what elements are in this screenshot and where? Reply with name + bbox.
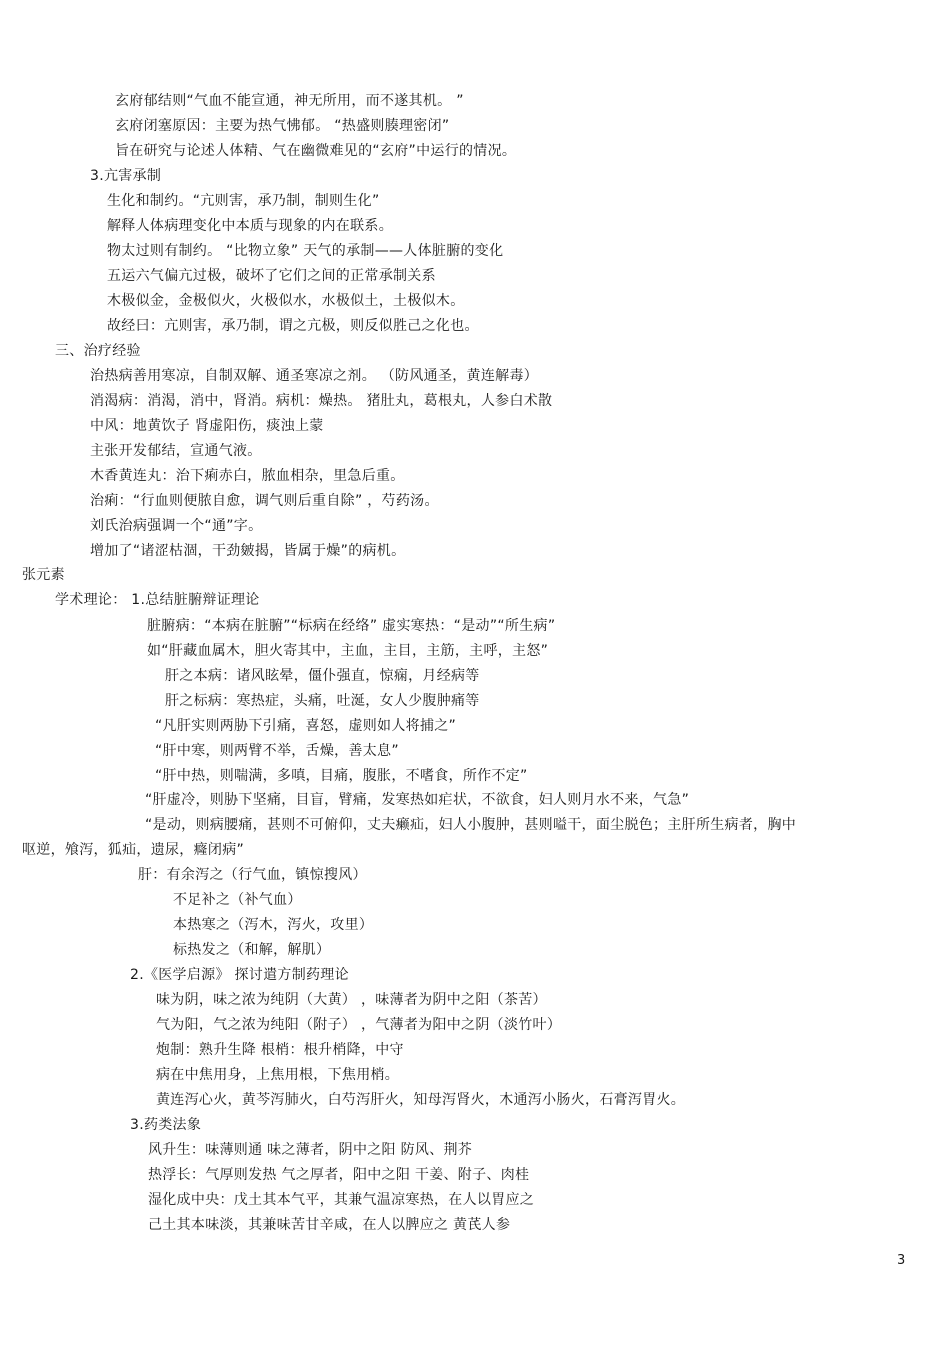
text-line: 炮制：熟升生降 根梢：根升梢降，中守 [156,1042,404,1058]
text-line: 肝：有余泻之（行气血，镇惊搜风） [138,867,367,883]
text-line: 刘氏治病强调一个“通”字。 [90,518,263,534]
text-line: “肝虚冷，则胁下坚痛，目盲，臂痛，发寒热如疟状，不欲食，妇人则月水不来，气急” [145,792,690,808]
text-line: 病在中焦用身，上焦用根，下焦用梢。 [156,1067,400,1083]
text-line: 治痢：“行血则便脓自愈，调气则后重自除” ，芍药汤。 [90,493,439,509]
text-line: 湿化成中央：戊土其本气平，其兼气温凉寒热，在人以胃应之 [148,1192,535,1208]
text-line: 旨在研究与论述人体精、气在幽微难见的“玄府”中运行的情况。 [115,143,517,159]
section-heading: 张元素 [22,567,65,583]
page-number: 3 [897,1253,906,1268]
text-line: 中风：地黄饮子 肾虚阳伤，痰浊上蒙 [90,418,324,434]
text-line: “凡肝实则两胁下引痛，喜怒，虚则如人将捕之” [155,718,457,734]
text-line: 故经曰：亢则害，承乃制，谓之亢极，则反似胜己之化也。 [107,318,479,334]
text-line: 呕逆，飧泻，狐疝，遗尿，癃闭病” [22,842,245,858]
text-line: 风升生：味薄则通 味之薄者，阴中之阳 防风、荆芥 [148,1142,473,1158]
text-line: 物太过则有制约。 “比物立象” 天气的承制——人体脏腑的变化 [107,243,504,259]
text-line: 增加了“诸涩枯涸，干劲皴揭，皆属于燥”的病机。 [90,543,406,559]
text-line: 木极似金，金极似火，火极似水，水极似土，土极似木。 [107,293,465,309]
section-heading: 学术理论： 1.总结脏腑辩证理论 [55,592,260,608]
text-line: 味为阴，味之浓为纯阴（大黄） ，味薄者为阴中之阳（茶苦） [156,992,547,1008]
text-line: “是动，则病腰痛，甚则不可俯仰，丈夫癞疝，妇人小腹肿，甚则嗌干，面尘脱色；主肝所生病者，胸中 [145,817,797,833]
text-line: 如“肝藏血属木，胆火寄其中，主血，主目，主筋，主呼，主怒” [147,643,549,659]
text-line: 五运六气偏亢过极，破坏了它们之间的正常承制关系 [107,268,436,284]
text-line: 气为阳，气之浓为纯阳（附子） ，气薄者为阳中之阴（淡竹叶） [156,1017,562,1033]
text-line: 玄府郁结则“气血不能宣通，神无所用，而不遂其机。 ” [115,93,464,109]
text-line: 不足补之（补气血） [173,892,302,908]
section-heading: 3.亢害承制 [90,168,162,184]
text-line: 消渴病：消渴，消中，肾消。病机：燥热。 猪肚丸，葛根丸，人参白术散 [90,393,553,409]
section-heading: 三、治疗经验 [55,343,141,359]
text-line: 解释人体病理变化中本质与现象的内在联系。 [107,218,393,234]
text-line: 热浮长：气厚则发热 气之厚者，阳中之阳 干姜、附子、肉桂 [148,1167,530,1183]
text-line: 脏腑病：“本病在脏腑”“标病在经络” 虚实寒热：“是动”“所生病” [147,618,556,634]
text-line: 己土其本味淡，其兼味苦甘辛咸，在人以脾应之 黄芪人参 [148,1217,511,1233]
text-line: 标热发之（和解，解肌） [173,942,331,958]
text-line: 玄府闭塞原因：主要为热气怫郁。 “热盛则腠理密闭” [115,118,450,134]
text-line: 本热寒之（泻木，泻火，攻里） [173,917,374,933]
text-line: 主张开发郁结，宣通气液。 [90,443,262,459]
text-line: 治热病善用寒凉，自制双解、通圣寒凉之剂。 （防风通圣，黄连解毒） [90,368,539,384]
text-line: 木香黄连丸：治下痢赤白，脓血相杂，里急后重。 [90,468,405,484]
section-heading: 3.药类法象 [130,1117,202,1133]
text-line: “肝中寒，则两臂不举，舌燥，善太息” [155,743,399,759]
text-line: 肝之本病：诸风眩晕，僵仆强直，惊痫，月经病等 [165,668,480,684]
text-line: 黄连泻心火，黄芩泻肺火，白芍泻肝火，知母泻肾火，木通泻小肠火，石膏泻胃火。 [156,1092,686,1108]
section-heading: 2.《医学启源》 探讨遣方制药理论 [130,967,349,983]
text-line: “肝中热，则喘满，多嗔，目痛，腹胀，不嗜食，所作不定” [155,768,528,784]
text-line: 肝之标病：寒热症，头痛，吐涎，女人少腹肿痛等 [165,693,480,709]
text-line: 生化和制约。“亢则害，承乃制，制则生化” [107,193,380,209]
